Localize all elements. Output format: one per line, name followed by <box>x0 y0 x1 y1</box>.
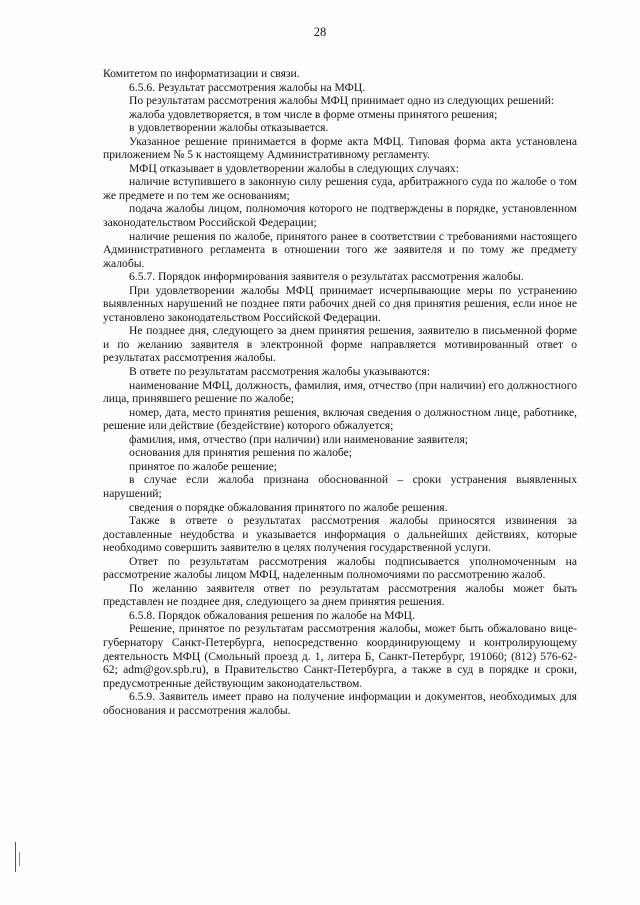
paragraph: сведения о порядке обжалования принятого по жалобе решения. <box>129 500 448 514</box>
paragraph: Ответ по результатам рассмотрения жалобы подписывается уполномоченным на рассмотрение жалобы лицом МФЦ, наделенным полномочиями по рассмотрению жалоб. <box>103 554 577 582</box>
paragraph: 6.5.8. Порядок обжалования решения по жалобе на МФЦ. <box>129 608 415 622</box>
paragraph: Указанное решение принимается в форме акта МФЦ. Типовая форма акта установлена приложением № 5 к настоящему Административному регламенту. <box>103 134 577 162</box>
paragraph: Решение, принятое по результатам рассмотрения жалобы, может быть обжаловано вице-губернатору Санкт-Петербурга, непосредственно координирующему и контролирующему деятельность МФЦ (Смольный проезд д. 1, литера Б, Санкт-Петербург, 191060; (812) 576-62-62; adm@gov.spb.ru), в Правительство Санкт-Петербурга, а также в суд в порядке и сроки, предусмотренные действующим законодательством. <box>103 622 577 690</box>
paragraph: наличие вступившего в законную силу решения суда, арбитражного суда по жалобе о том же предмете и по тем же основаниям; <box>103 175 577 202</box>
paragraph: По желанию заявителя ответ по результатам рассмотрения жалобы может быть представлен не позднее дня, следующего за днем принятия решения. <box>103 581 577 609</box>
document-body <box>103 67 577 717</box>
paragraph: наименование МФЦ, должность, фамилия, имя, отчество (при наличии) его должностного лица, принявшего решение по жалобе; <box>103 378 577 406</box>
paragraph: В ответе по результатам рассмотрения жалобы указываются: <box>129 365 430 379</box>
paragraph: 6.5.6. Результат рассмотрения жалобы на МФЦ. <box>129 80 366 94</box>
paragraph: в удовлетворении жалобы отказывается. <box>129 121 329 135</box>
paragraph: номер, дата, место принятия решения, включая сведения о должностном лице, работнике, решение или действие (бездействие) которого обжалуется; <box>103 405 577 433</box>
paragraph: По результатам рассмотрения жалобы МФЦ принимает одно из следующих решений: <box>129 94 555 108</box>
paragraph: наличие решения по жалобе, принятого ранее в соответствии с требованиями настоящего Административного регламента в отношении того же заявителя и по тому же предмету жалобы. <box>103 229 577 270</box>
paragraph: жалоба удовлетворяется, в том числе в форме отмены принятого решения; <box>129 107 498 121</box>
paragraph: 6.5.7. Порядок информирования заявителя о результатах рассмотрения жалобы. <box>129 270 524 284</box>
paragraph: в случае если жалоба признана обоснованной – сроки устранения выявленных нарушений; <box>103 473 577 500</box>
paragraph: фамилия, имя, отчество (при наличии) или наименование заявителя; <box>129 432 469 446</box>
page-number: 28 <box>313 25 327 39</box>
paragraph: 6.5.9. Заявитель имеет право на получение информации и документов, необходимых для обоснования и рассмотрения жалобы. <box>103 690 577 717</box>
paragraph: Не позднее дня, следующего за днем принятия решения, заявителю в письменной форме и по желанию заявителя в электронной форме направляется мотивированный ответ о результатах рассмотрения жалобы. <box>103 324 577 365</box>
paragraph: МФЦ отказывает в удовлетворении жалобы в следующих случаях: <box>129 161 459 175</box>
paragraph: При удовлетворении жалобы МФЦ принимает исчерпывающие меры по устранению выявленных нарушений не позднее пяти рабочих дней со дня принятия решения, если иное не установлено законодательством Российской Федерации. <box>103 283 577 324</box>
paragraph: Также в ответе о результатах рассмотрения жалобы приносятся извинения за доставленные неудобства и указывается информация о дальнейших действиях, которые необходимо совершить заявителю в целях получения государственной услуги. <box>103 514 577 555</box>
scan-artifact-mark <box>19 852 20 866</box>
paragraph: основания для принятия решения по жалобе; <box>129 446 353 460</box>
paragraph: Комитетом по информатизации и связи. <box>103 67 300 80</box>
scan-artifact-mark <box>15 842 16 872</box>
paragraph: подача жалобы лицом, полномочия которого не подтверждены в порядке, установленном законодательством Российской Федерации; <box>103 202 577 230</box>
paragraph: принятое по жалобе решение; <box>129 459 277 473</box>
